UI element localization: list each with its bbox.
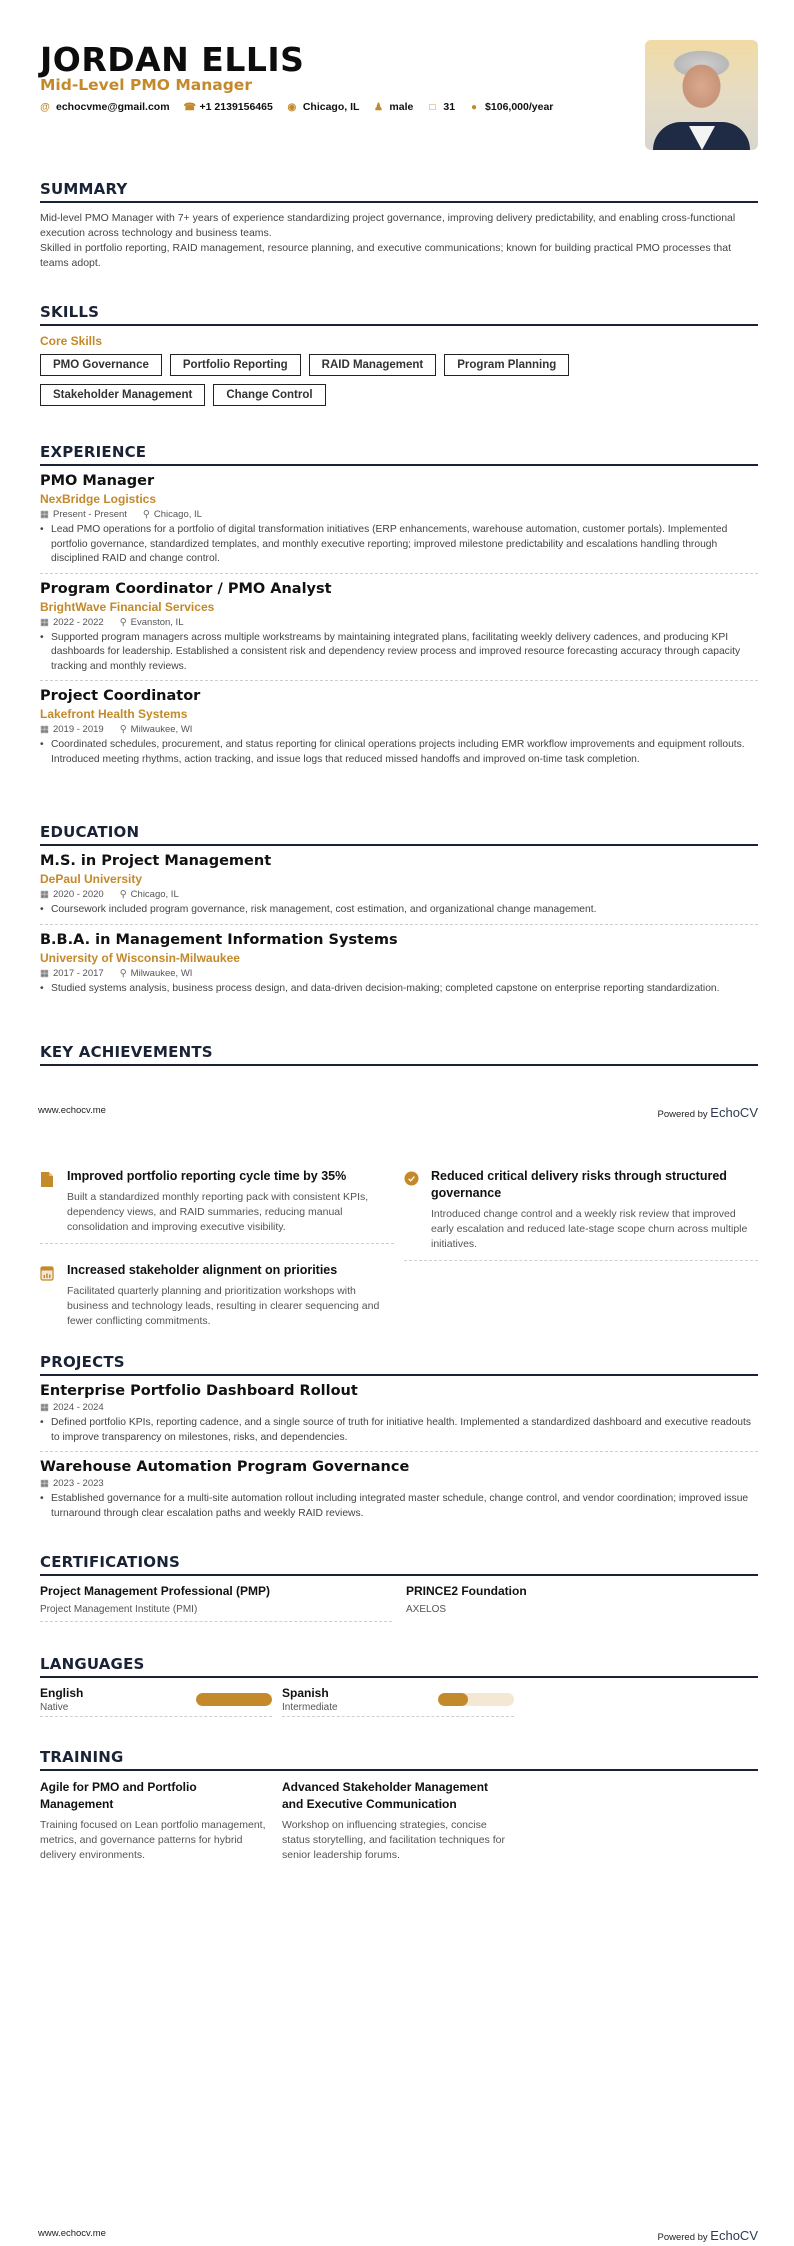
certifications-grid	[40, 1576, 758, 1628]
gender-value: male	[389, 101, 414, 113]
language-proficiency-bar	[196, 1693, 272, 1706]
powered-by	[657, 1105, 758, 1120]
contact-age	[427, 101, 455, 113]
entry-location: Evanston, IL	[130, 616, 184, 628]
section-heading: SKILLS	[40, 303, 758, 326]
phone-icon: ☎	[183, 101, 196, 113]
training-grid	[40, 1779, 758, 1863]
job-title: Program Coordinator / PMO Analyst	[40, 580, 332, 597]
location-pin-icon: ⚲	[119, 967, 127, 979]
location-pin-icon: ⚲	[119, 724, 127, 735]
powered-by-prefix: Powered by	[657, 2232, 711, 2243]
achievements-section	[40, 1160, 758, 1337]
entry-bullet: • Lead PMO operations for a portfolio of digital transformation initiatives (ERP enhancements, warehouse automation, customer portals). Implemented portfolio governance, standardized templates, and monthly executive reporting; improved milestone predictability and escalations handling through disciplined RAID and change control.	[40, 523, 758, 567]
entry-dates: 2022 - 2022	[52, 616, 104, 628]
check-badge-icon	[404, 1171, 418, 1252]
entry-dates: 2019 - 2019	[52, 724, 104, 735]
skill-chip: Stakeholder Management	[40, 384, 205, 406]
email-value: echocvme@gmail.com	[56, 101, 170, 113]
entry-meta	[40, 617, 758, 628]
achievements-grid	[40, 1160, 758, 1337]
achievement-title: Reduced critical delivery risks through structured governance	[431, 1169, 727, 1200]
language-level: Intermediate	[282, 1702, 338, 1713]
experience-entry	[40, 466, 758, 574]
skills-section	[40, 303, 758, 406]
powered-by-prefix: Powered by	[657, 1109, 711, 1120]
entry-meta	[40, 1478, 758, 1489]
website-link[interactable]: www.echocv.me	[38, 2228, 106, 2239]
training-desc: Training focused on Lean portfolio management, metrics, and governance patterns for hybrid delivery environments.	[40, 1819, 266, 1861]
achievement-desc: Introduced change control and a weekly risk review that improved early escalation and reduced late-stage scope churn across multiple initiatives.	[431, 1208, 748, 1250]
entry-bullet: • Defined portfolio KPIs, reporting cadence, and a single source of truth for initiative health. Implemented a standardized dashboard and executive readouts to improve transparency on milestones, risks, and dependencies.	[40, 1416, 758, 1445]
achievement-item	[404, 1160, 758, 1261]
education-section	[40, 823, 758, 1002]
education-entry	[40, 846, 758, 925]
experience-section	[40, 443, 758, 773]
entry-meta	[40, 509, 758, 520]
entry-location: Milwaukee, WI	[130, 967, 193, 979]
entry-bullet: • Studied systems analysis, business process design, and data-driven decision-making; completed capstone on enterprise reporting standardization.	[40, 982, 758, 997]
section-heading: LANGUAGES	[40, 1655, 758, 1678]
certification-name: PRINCE2 Foundation	[406, 1584, 527, 1598]
achievement-item	[40, 1254, 394, 1337]
project-title: Warehouse Automation Program Governance	[40, 1459, 410, 1475]
summary-paragraph: Skilled in portfolio reporting, RAID management, resource planning, and executive communications; known for building practical PMO processes that teams adopt.	[40, 242, 732, 269]
language-name: English	[40, 1686, 84, 1700]
skill-chip: Program Planning	[444, 354, 569, 376]
achievements-heading-block	[40, 1043, 758, 1066]
salary-icon: ●	[471, 101, 478, 113]
school-name: DePaul University	[40, 872, 143, 886]
section-heading: EXPERIENCE	[40, 443, 758, 466]
resume-header	[40, 0, 758, 160]
achievement-item	[40, 1160, 394, 1244]
skill-chip: PMO Governance	[40, 354, 162, 376]
entry-meta	[40, 889, 758, 900]
contact-info	[40, 101, 553, 113]
entry-location: Chicago, IL	[130, 889, 179, 900]
achievements-col-right	[404, 1160, 758, 1337]
entry-location: Chicago, IL	[153, 509, 202, 520]
powered-by	[657, 2228, 758, 2243]
training-section	[40, 1748, 758, 1863]
calendar-icon: ▦	[40, 1478, 49, 1489]
entry-meta	[40, 1402, 758, 1413]
training-item	[40, 1779, 270, 1863]
proficiency-fill	[196, 1693, 272, 1706]
phone-value: +1 2139156465	[199, 101, 273, 113]
degree-title: M.S. in Project Management	[40, 853, 272, 869]
job-title: Project Coordinator	[40, 688, 201, 704]
candidate-name: JORDAN ELLIS	[40, 40, 305, 79]
language-item	[282, 1686, 514, 1717]
achievement-title: Improved portfolio reporting cycle time by 35%	[67, 1169, 347, 1183]
page-footer	[38, 1105, 758, 1120]
entry-bullet: • Coursework included program governance, risk management, cost estimation, and organizational change management.	[40, 903, 758, 918]
achievements-col-left	[40, 1160, 394, 1337]
section-heading: KEY ACHIEVEMENTS	[40, 1043, 758, 1066]
section-heading: EDUCATION	[40, 823, 758, 846]
achievement-desc: Built a standardized monthly reporting pack with consistent KPIs, dependency views, and RAID summaries, reducing manual consolidation and improving executive visibility.	[67, 1191, 369, 1233]
experience-entry	[40, 574, 758, 682]
language-proficiency-bar	[438, 1693, 514, 1706]
entry-bullet: • Established governance for a multi-site automation rollout including integrated master schedule, change control, and vendor coordination; improved issue turnaround through clear escalation paths and weekly RAID reviews.	[40, 1492, 758, 1521]
section-heading: TRAINING	[40, 1748, 758, 1771]
entry-dates: 2024 - 2024	[52, 1402, 104, 1413]
languages-row	[40, 1686, 758, 1717]
entry-dates: 2020 - 2020	[52, 889, 104, 900]
brand-link[interactable]: EchoCV	[710, 2228, 758, 2243]
proficiency-fill	[438, 1693, 468, 1706]
section-heading: SUMMARY	[40, 180, 758, 203]
company-name: NexBridge Logistics	[40, 492, 157, 506]
certification-item	[40, 1576, 392, 1628]
certification-name: Project Management Professional (PMP)	[40, 1584, 271, 1598]
certification-item	[406, 1576, 758, 1628]
document-icon	[40, 1171, 54, 1235]
skills-group-label: Core Skills	[40, 334, 103, 348]
section-heading: CERTIFICATIONS	[40, 1553, 758, 1576]
page-footer	[38, 2228, 758, 2243]
skill-chips	[40, 354, 660, 406]
project-entry	[40, 1452, 758, 1527]
education-entry	[40, 925, 758, 1003]
entry-location: Milwaukee, WI	[130, 724, 193, 735]
language-item	[40, 1686, 272, 1717]
location-pin-icon: ◉	[287, 101, 297, 113]
age-value: 31	[443, 101, 456, 113]
calendar-icon: ▦	[40, 724, 49, 735]
skill-chip: Change Control	[213, 384, 325, 406]
degree-title: B.B.A. in Management Information Systems	[40, 931, 398, 948]
location-pin-icon: ⚲	[119, 616, 127, 628]
training-item	[282, 1779, 512, 1863]
languages-section	[40, 1655, 758, 1717]
contact-email[interactable]	[40, 101, 170, 113]
calendar-icon: ▦	[40, 967, 49, 979]
contact-salary	[469, 101, 553, 113]
location-value: Chicago, IL	[302, 101, 360, 113]
location-pin-icon: ⚲	[142, 509, 150, 520]
calendar-icon: □	[429, 101, 436, 113]
contact-location	[287, 101, 360, 113]
calendar-icon: ▦	[40, 509, 49, 520]
summary-paragraph: Mid-level PMO Manager with 7+ years of experience standardizing project governance, improving delivery predictability, and enabling cross-functional execution across technology and business teams.	[40, 212, 736, 239]
training-desc: Workshop on influencing strategies, concise status storytelling, and facilitation techniques for senior leadership forums.	[282, 1819, 505, 1861]
entry-dates: 2017 - 2017	[52, 967, 104, 979]
contact-phone[interactable]	[184, 101, 273, 113]
project-title: Enterprise Portfolio Dashboard Rollout	[40, 1383, 358, 1399]
school-name: University of Wisconsin-Milwaukee	[40, 950, 240, 965]
person-icon: ♟	[373, 101, 383, 113]
calendar-icon: ▦	[40, 1402, 49, 1413]
entry-bullet: • Coordinated schedules, procurement, and status reporting for clinical operations projects including EMR workflow improvements and equipment rollouts. Introduced meeting rhythms, action tracking, and issue logs that reduced missed handoffs and improved on-time task completion.	[40, 738, 758, 767]
training-name: Advanced Stakeholder Management and Executive Communication	[282, 1780, 489, 1811]
section-heading: PROJECTS	[40, 1353, 758, 1376]
job-title: PMO Manager	[40, 473, 155, 489]
entry-meta	[40, 724, 758, 735]
calendar-chart-icon	[40, 1265, 54, 1329]
training-name: Agile for PMO and Portfolio Management	[40, 1780, 197, 1811]
skill-chip: Portfolio Reporting	[170, 354, 301, 376]
salary-value: $106,000/year	[485, 101, 554, 113]
at-icon: @	[40, 101, 50, 113]
company-name: BrightWave Financial Services	[40, 599, 215, 614]
projects-section	[40, 1353, 758, 1527]
entry-meta	[40, 968, 758, 979]
calendar-icon: ▦	[40, 616, 49, 628]
calendar-icon: ▦	[40, 889, 49, 900]
achievement-desc: Facilitated quarterly planning and prioritization workshops with business and technology leads, resulting in clearer sequencing and fewer conflicting commitments.	[67, 1285, 380, 1327]
profile-photo	[645, 40, 758, 150]
certification-issuer: Project Management Institute (PMI)	[40, 1604, 392, 1622]
website-link[interactable]: www.echocv.me	[38, 1105, 106, 1116]
language-name: Spanish	[282, 1686, 329, 1700]
achievement-title: Increased stakeholder alignment on priorities	[67, 1263, 338, 1277]
summary-section	[40, 180, 758, 271]
experience-entry	[40, 681, 758, 773]
entry-dates: 2023 - 2023	[52, 1478, 104, 1489]
candidate-title: Mid-Level PMO Manager	[40, 76, 252, 94]
project-entry	[40, 1376, 758, 1452]
certifications-section	[40, 1553, 758, 1628]
contact-gender	[373, 101, 413, 113]
location-pin-icon: ⚲	[119, 889, 127, 900]
entry-dates: Present - Present	[52, 509, 127, 520]
brand-link[interactable]: EchoCV	[710, 1105, 758, 1120]
company-name: Lakefront Health Systems	[40, 707, 188, 721]
entry-bullet: • Supported program managers across multiple workstreams by maintaining integrated plans, facilitating weekly delivery cadences, and producing KPI dashboards for leadership. Established a consistent risk and dependency review process and improved resource forecasting accuracy through capacity tracking and monthly reviews.	[40, 631, 758, 675]
skill-chip: RAID Management	[309, 354, 437, 376]
certification-issuer: AXELOS	[406, 1604, 447, 1615]
language-level: Native	[40, 1702, 69, 1713]
